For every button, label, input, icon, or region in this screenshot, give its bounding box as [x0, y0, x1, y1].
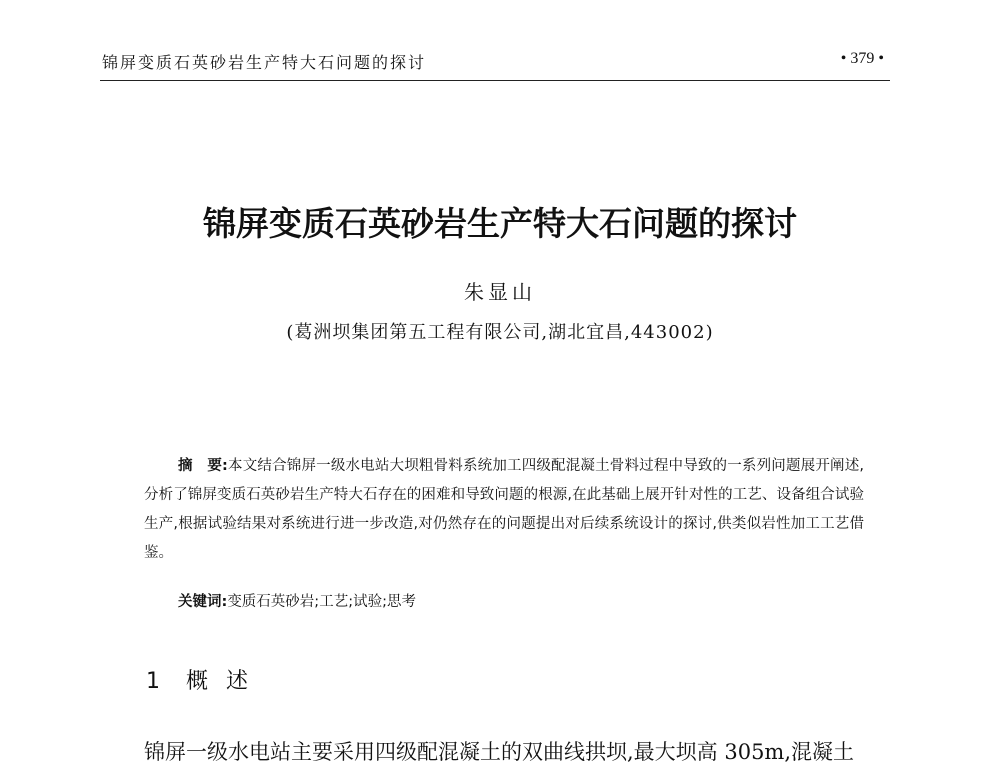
section-heading — [146, 664, 266, 695]
abstract — [144, 452, 864, 568]
paper-title: 锦屏变质石英砂岩生产特大石问题的探讨 — [203, 204, 797, 243]
abstract-label: 摘 要: — [178, 458, 228, 474]
page-number: • 379 • — [840, 50, 884, 67]
body-text: 锦屏一级水电站主要采用四级配混凝土的双曲线拱坝,最大坝高 305m,混凝土 — [144, 740, 855, 764]
running-title: 锦屏变质石英砂岩生产特大石问题的探讨 — [102, 53, 427, 72]
keywords-text: 变质石英砂岩;工艺;试验;思考 — [227, 594, 416, 610]
keywords-label: 关键词: — [178, 594, 228, 610]
section-title: 概述 — [186, 669, 267, 694]
page-header — [100, 44, 890, 81]
author-affiliation: (葛洲坝集团第五工程有限公司,湖北宜昌,443002) — [286, 322, 714, 343]
keywords — [178, 590, 416, 611]
author-name: 朱显山 — [464, 280, 536, 304]
abstract-text: 本文结合锦屏一级水电站大坝粗骨料系统加工四级配混凝土骨料过程中导致的一系列问题展开阐述,分析了锦屏变质石英砂岩生产特大石存在的困难和导致问题的根源,在此基础上展开针对性的工艺、设备组合试验生产,根据试验结果对系统进行进一步改造,对仍然存在的问题提出对后续系统设计的探讨,供类似岩性加工工艺借鉴。 — [144, 458, 864, 561]
section-number: 1 — [146, 669, 160, 694]
